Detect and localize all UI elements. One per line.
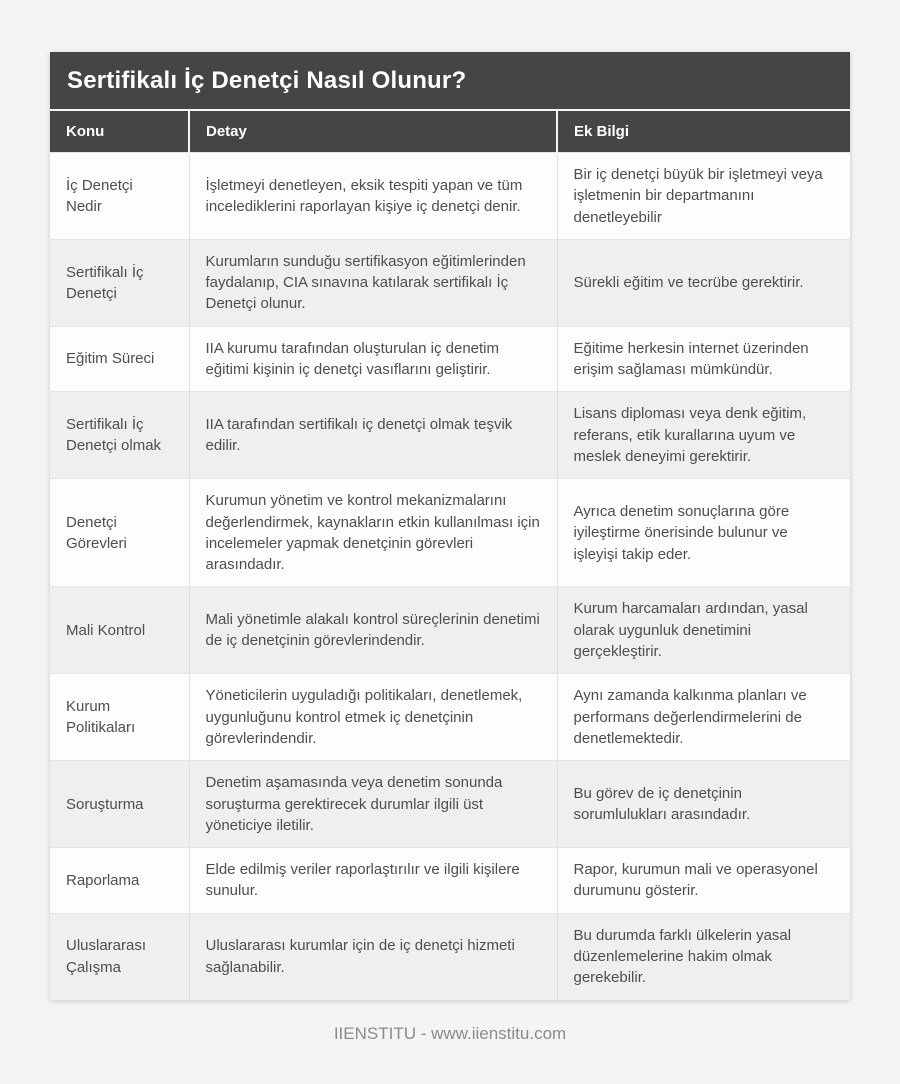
table-row	[50, 587, 850, 674]
cell-ek-bilgi: Sürekli eğitim ve tecrübe gerektirir.	[557, 239, 850, 326]
footer-credit: IIENSTITU - www.iienstitu.com	[333, 1023, 567, 1043]
table-row	[50, 848, 850, 914]
table-card	[50, 52, 850, 1000]
cell-ek-bilgi: Ayrıca denetim sonuçlarına göre iyileştirme önerisinde bulunur ve işleyişi takip eder.	[557, 479, 850, 587]
cell-konu: Eğitim Süreci	[50, 326, 189, 392]
table-row	[50, 479, 850, 587]
cell-detay: İşletmeyi denetleyen, eksik tespiti yapan ve tüm incelediklerini raporlayan kişiye iç denetçi denir.	[189, 153, 557, 240]
cell-konu: Mali Kontrol	[50, 587, 189, 674]
cell-detay: Uluslararası kurumlar için de iç denetçi hizmeti sağlanabilir.	[189, 913, 557, 999]
cell-ek-bilgi: Kurum harcamaları ardından, yasal olarak uygunluk denetimini gerçekleştirir.	[557, 587, 850, 674]
cell-detay: IIA tarafından sertifikalı iç denetçi olmak teşvik edilir.	[189, 392, 557, 479]
cell-konu: Kurum Politikaları	[50, 674, 189, 761]
cell-konu: Sertifikalı İç Denetçi	[50, 239, 189, 326]
cell-konu: İç Denetçi Nedir	[50, 153, 189, 240]
cell-konu: Denetçi Görevleri	[50, 479, 189, 587]
table-row	[50, 239, 850, 326]
table-row	[50, 913, 850, 999]
cell-konu: Soruşturma	[50, 761, 189, 848]
column-header-ek-bilgi: Ek Bilgi	[557, 111, 850, 153]
cell-detay: IIA kurumu tarafından oluşturulan iç denetim eğitimi kişinin iç denetçi vasıflarını geliştirir.	[189, 326, 557, 392]
column-header-detay: Detay	[189, 111, 557, 153]
cell-detay: Kurumların sunduğu sertifikasyon eğitimlerinden faydalanıp, CIA sınavına katılarak sertifikalı İç Denetçi olunur.	[189, 239, 557, 326]
info-table	[50, 111, 850, 1000]
table-row	[50, 674, 850, 761]
cell-konu: Raporlama	[50, 848, 189, 914]
header-row	[50, 111, 850, 153]
cell-detay: Elde edilmiş veriler raporlaştırılır ve ilgili kişilere sunulur.	[189, 848, 557, 914]
table-row	[50, 326, 850, 392]
cell-konu: Sertifikalı İç Denetçi olmak	[50, 392, 189, 479]
cell-detay: Kurumun yönetim ve kontrol mekanizmalarını değerlendirmek, kaynakların etkin kullanılması için incelemeler yapmak denetçinin görevleri arasındadır.	[189, 479, 557, 587]
table-row	[50, 761, 850, 848]
cell-ek-bilgi: Eğitime herkesin internet üzerinden erişim sağlaması mümkündür.	[557, 326, 850, 392]
cell-detay: Denetim aşamasında veya denetim sonunda soruşturma gerektirecek durumlar ilgili üst yöneticiye iletilir.	[189, 761, 557, 848]
cell-konu: Uluslararası Çalışma	[50, 913, 189, 999]
column-header-konu: Konu	[50, 111, 189, 153]
cell-ek-bilgi: Bu görev de iç denetçinin sorumlulukları arasındadır.	[557, 761, 850, 848]
cell-detay: Yöneticilerin uyguladığı politikaları, denetlemek, uygunluğunu kontrol etmek iç denetçinin görevlerindendir.	[189, 674, 557, 761]
cell-ek-bilgi: Rapor, kurumun mali ve operasyonel durumunu gösterir.	[557, 848, 850, 914]
table-row	[50, 392, 850, 479]
cell-ek-bilgi: Lisans diploması veya denk eğitim, referans, etik kurallarına uyum ve meslek deneyimi gerektirir.	[557, 392, 850, 479]
cell-ek-bilgi: Bir iç denetçi büyük bir işletmeyi veya işletmenin bir departmanını denetleyebilir	[557, 153, 850, 240]
table-row	[50, 153, 850, 240]
cell-ek-bilgi: Aynı zamanda kalkınma planları ve performans değerlendirmelerini de denetlemektedir.	[557, 674, 850, 761]
cell-detay: Mali yönetimle alakalı kontrol süreçlerinin denetimi de iç denetçinin görevlerindendir.	[189, 587, 557, 674]
cell-ek-bilgi: Bu durumda farklı ülkelerin yasal düzenlemelerine hakim olmak gerekebilir.	[557, 913, 850, 999]
page-title: Sertifikalı İç Denetçi Nasıl Olunur?	[50, 52, 850, 111]
